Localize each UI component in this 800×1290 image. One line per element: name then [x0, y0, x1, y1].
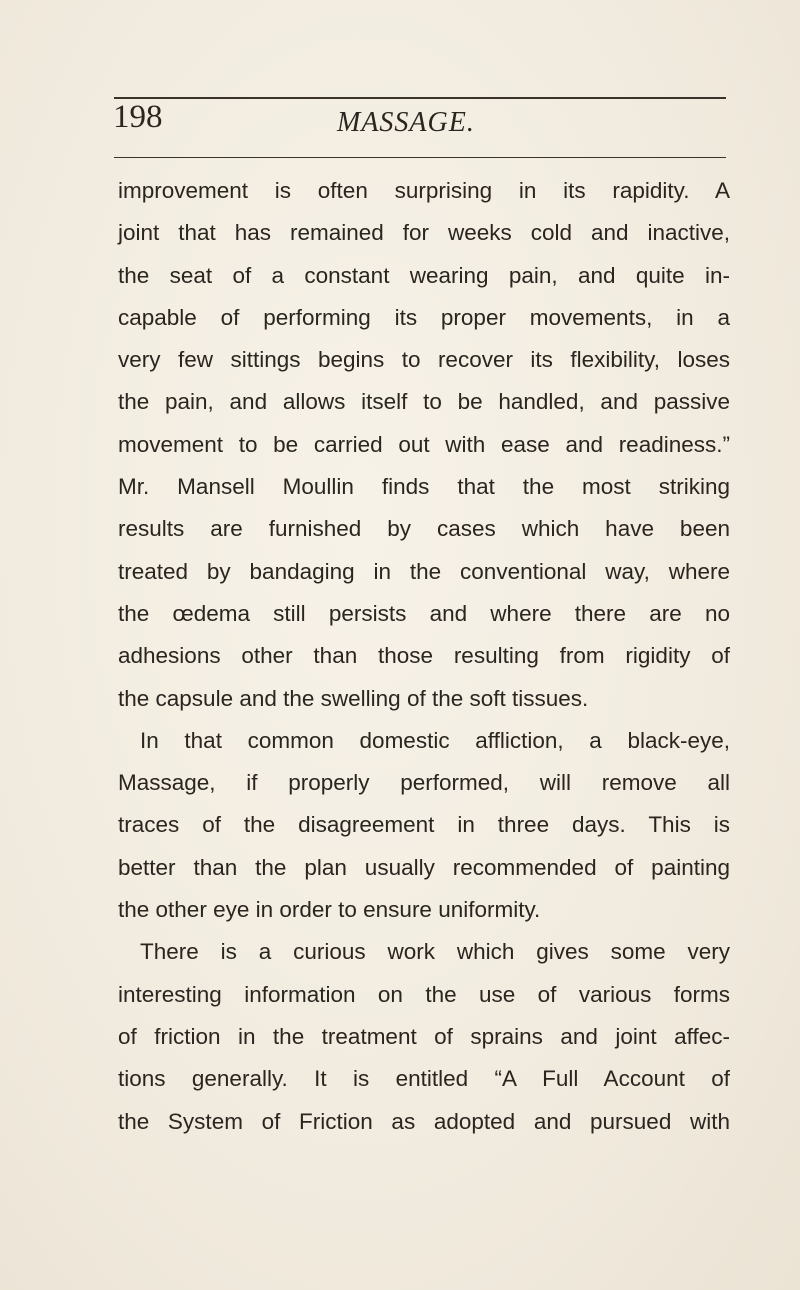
text-line: results are furnished by cases which have been	[118, 516, 730, 542]
text-line: better than the plan usually recommended of painting	[118, 854, 730, 880]
text-line: the other eye in order to ensure uniformity.	[118, 897, 541, 923]
text-line: improvement is often surprising in its rapidity. A	[118, 178, 730, 203]
text-line: capable of performing its proper movements, in a	[118, 304, 730, 330]
header-rule-bottom	[114, 157, 726, 158]
text-line: the seat of a constant wearing pain, and quite in-	[118, 262, 730, 288]
text-line: movement to be carried out with ease and readiness.”	[118, 431, 730, 457]
text-line: Mr. Mansell Moullin finds that the most striking	[118, 474, 730, 500]
text-line: the pain, and allows itself to be handled, and passive	[118, 389, 730, 415]
text-line: There is a curious work which gives some very	[140, 939, 730, 965]
header-rule-top	[114, 97, 726, 99]
text-line: In that common domestic affliction, a black-eye,	[140, 727, 730, 753]
text-line: interesting information on the use of various forms	[118, 981, 730, 1007]
body-text	[118, 170, 730, 1143]
text-line: the capsule and the swelling of the soft tissues.	[118, 685, 589, 711]
text-line: tions generally. It is entitled “A Full Account of	[118, 1066, 730, 1092]
text-line: the System of Friction as adopted and pursued with	[118, 1108, 730, 1134]
text-line: adhesions other than those resulting from rigidity of	[118, 643, 730, 669]
running-title: MASSAGE.	[337, 107, 475, 138]
text-line: the œdema still persists and where there are no	[118, 600, 730, 626]
text-line: traces of the disagreement in three days. This is	[118, 812, 730, 838]
text-line: very few sittings begins to recover its flexibility, loses	[118, 347, 730, 373]
text-line: of friction in the treatment of sprains and joint affec-	[118, 1023, 730, 1049]
page-number: 198	[113, 99, 163, 135]
text-line: treated by bandaging in the conventional way, where	[118, 558, 730, 584]
text-line: Massage, if properly performed, will remove all	[118, 770, 730, 796]
text-line: joint that has remained for weeks cold and inactive,	[118, 220, 730, 246]
